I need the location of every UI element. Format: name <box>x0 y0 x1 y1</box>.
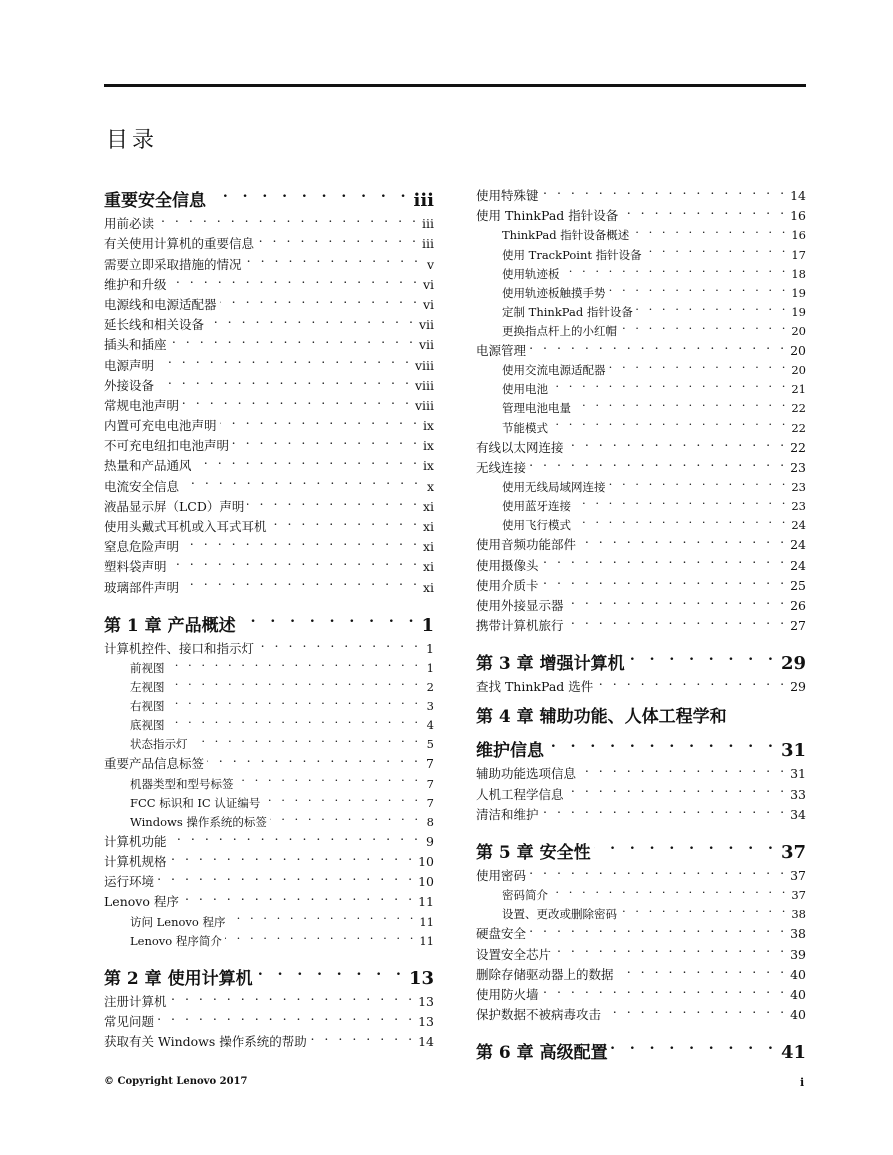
dot-leader <box>182 531 420 551</box>
dot-leader <box>636 297 788 316</box>
toc-page-number: 37 <box>791 888 806 903</box>
toc-page-number: xi <box>422 559 434 575</box>
dot-leader <box>157 370 412 390</box>
toc-page-number: 14 <box>418 1034 434 1050</box>
toc-entry-label: 左视图 <box>130 679 165 694</box>
dot-leader <box>554 938 787 958</box>
toc-page-number: 18 <box>791 266 806 281</box>
page-number: i <box>800 1076 805 1089</box>
dot-leader <box>209 180 410 206</box>
dot-leader <box>245 248 421 268</box>
toc-entry-label: 有关使用计算机的重要信息 <box>104 236 255 252</box>
dot-leader <box>628 643 778 669</box>
toc-entry-label: 使用轨迹板触摸手势 <box>502 285 606 300</box>
toc-entry-label: 删除存储驱动器上的数据 <box>476 966 614 982</box>
toc-page-number: 37 <box>790 868 806 884</box>
dot-leader <box>609 278 789 297</box>
dot-leader <box>270 511 420 531</box>
toc-entry-label: ThinkPad 指针设备概述 <box>502 228 630 243</box>
dot-leader <box>609 472 789 491</box>
toc-entry-label: 使用特殊键 <box>476 188 539 204</box>
toc-page-number: viii <box>414 377 434 393</box>
copyright-notice: © Copyright Lenovo 2017 <box>104 1076 248 1087</box>
toc-entry-label: 状态指示灯 <box>130 737 188 752</box>
toc-page-number: 7 <box>426 756 434 772</box>
toc-page-number: 31 <box>780 740 806 762</box>
page-title: 目录 <box>106 128 159 153</box>
toc-entry-label: 使用防火墙 <box>476 986 539 1002</box>
toc-entry-label: Lenovo 程序简介 <box>130 933 222 948</box>
dot-leader <box>574 393 788 412</box>
toc-entry-label: 定制 ThinkPad 指针设备 <box>502 304 633 319</box>
dot-leader <box>170 269 420 289</box>
toc-entry-label: 运行环境 <box>104 874 155 890</box>
dot-leader <box>567 610 788 630</box>
toc-entry-label: 使用头戴式耳机或入耳式耳机 <box>104 519 267 535</box>
toc-entry-label: 获取有关 Windows 操作系统的帮助 <box>104 1034 307 1050</box>
toc-page-number: 1 <box>426 640 434 656</box>
toc-entry-label: 使用外接显示器 <box>476 597 564 613</box>
dot-leader <box>542 570 788 590</box>
dot-leader <box>604 999 787 1019</box>
toc-page-number: 7 <box>426 776 434 791</box>
toc-entry-label: 机器类型和型号标签 <box>130 776 234 791</box>
toc-page-number: xi <box>422 498 434 514</box>
toc-entry-label: 设置、更改或删除密码 <box>502 907 617 922</box>
dot-leader <box>632 220 788 239</box>
toc-page-number: 29 <box>780 653 806 675</box>
toc-page-number: 22 <box>791 420 806 435</box>
toc-page-number: 11 <box>419 933 434 948</box>
toc-entry-label: 前视图 <box>130 660 165 675</box>
toc-page-number: vii <box>418 337 434 353</box>
dot-leader <box>247 491 420 511</box>
toc-entry-label: 保护数据不被病毒攻击 <box>476 1007 602 1023</box>
toc-entry-label: 查找 ThinkPad 选件 <box>476 679 594 695</box>
toc-page-number: 20 <box>791 363 806 378</box>
toc-entry-label: 第 6 章 高级配置 <box>476 1043 608 1064</box>
toc-page-number: 19 <box>791 285 806 300</box>
dot-leader <box>579 529 787 549</box>
toc-page-number: 4 <box>426 718 434 733</box>
toc-entry-label: 窒息危险声明 <box>104 539 180 555</box>
toc-page-number: 41 <box>780 1042 806 1064</box>
dot-leader <box>182 390 412 410</box>
dot-leader <box>168 691 422 710</box>
toc-page-number: x <box>426 478 434 494</box>
dot-leader <box>207 309 416 329</box>
toc-page-number: 23 <box>790 459 806 475</box>
toc-page-number: 10 <box>418 854 434 870</box>
toc-page-number: 1 <box>421 614 434 636</box>
toc-page-number: 17 <box>791 247 806 262</box>
dot-leader <box>182 470 421 490</box>
toc-entry-label: 电源声明 <box>104 357 155 373</box>
toc-entry-label: 底视图 <box>130 718 165 733</box>
toc-entry-label: FCC 标识和 IC 认证编号 <box>130 795 261 810</box>
toc-entry-label: 需要立即采取措施的情况 <box>104 256 242 272</box>
dot-leader <box>168 710 422 729</box>
toc-entry-label: 无线连接 <box>476 459 527 475</box>
toc-entry[interactable] <box>476 180 806 204</box>
toc-entry-label: 第 5 章 安全性 <box>476 842 591 863</box>
toc-page-number: viii <box>414 397 434 413</box>
dot-leader <box>579 758 787 778</box>
toc-entry-label: 电流安全信息 <box>104 478 180 494</box>
toc-page-number: 40 <box>790 986 806 1002</box>
dot-leader <box>594 832 778 858</box>
toc-chapter-heading[interactable] <box>476 704 806 730</box>
toc-right-column <box>476 180 806 1064</box>
toc-page-number: iii <box>413 190 434 211</box>
toc-entry-label: 维护信息 <box>476 741 544 762</box>
toc-entry-label: 使用密码 <box>476 868 527 884</box>
toc-page-number: 11 <box>419 914 434 929</box>
toc-chapter-entry[interactable] <box>104 605 434 636</box>
toc-entry-label: 使用飞行模式 <box>502 518 571 533</box>
toc-entry-label: 有线以太网连接 <box>476 439 564 455</box>
dot-leader <box>620 899 788 918</box>
toc-entry-label: 密码简介 <box>502 888 548 903</box>
top-rule <box>104 84 806 87</box>
dot-leader <box>182 571 420 591</box>
toc-page-number: 20 <box>791 323 806 338</box>
toc-page-number: 38 <box>790 926 806 942</box>
toc-page-number: 10 <box>418 874 434 890</box>
toc-chapter-entry[interactable] <box>476 643 806 675</box>
dot-leader <box>609 355 789 374</box>
toc-entry-label: 使用轨迹板 <box>502 266 560 281</box>
dot-leader <box>170 986 416 1006</box>
toc-entry-label: 计算机功能 <box>104 833 167 849</box>
toc-page-number: 2 <box>426 679 434 694</box>
dot-leader <box>220 410 420 430</box>
toc-page-number: 25 <box>790 577 806 593</box>
dot-leader <box>257 228 419 248</box>
toc-entry-label: 携带计算机旅行 <box>476 618 564 634</box>
dot-leader <box>551 880 788 899</box>
toc-page-number: viii <box>414 357 434 373</box>
toc-entry-label: 右视图 <box>130 699 165 714</box>
dot-leader <box>542 799 788 819</box>
toc-page-number: 5 <box>426 737 434 752</box>
toc-page-number: 37 <box>780 841 806 863</box>
toc-entry-label: 第 3 章 增强计算机 <box>476 654 625 675</box>
dot-leader <box>529 452 787 472</box>
toc-page-number: 38 <box>791 907 806 922</box>
toc-entry-label: 清洁和维护 <box>476 806 539 822</box>
toc-entry-label: 使用交流电源适配器 <box>502 363 606 378</box>
toc-page-number: 13 <box>418 1014 434 1030</box>
toc-page-number: 24 <box>790 557 806 573</box>
toc-entry-label: 不可充电纽扣电池声明 <box>104 438 230 454</box>
dot-leader <box>239 605 419 631</box>
dot-leader <box>567 590 788 610</box>
toc-entry-label: 计算机规格 <box>104 854 167 870</box>
toc-entry-label: 重要产品信息标签 <box>104 756 205 772</box>
toc-entry-label: Windows 操作系统的标签 <box>130 814 267 829</box>
dot-leader <box>232 430 420 450</box>
dot-leader <box>574 510 788 529</box>
dot-leader <box>542 979 788 999</box>
toc-page-number: 14 <box>790 188 806 204</box>
toc-chapter-entry[interactable] <box>104 180 434 211</box>
toc-entry-label: 延长线和相关设备 <box>104 317 205 333</box>
dot-leader <box>207 748 421 768</box>
toc-page-number: 20 <box>790 343 806 359</box>
dot-leader <box>611 1032 778 1058</box>
toc-page-number: 34 <box>790 806 806 822</box>
toc-entry-label: 注册计算机 <box>104 993 167 1009</box>
dot-leader <box>170 846 416 866</box>
toc-entry-label: 第 2 章 使用计算机 <box>104 968 253 989</box>
toc-page-number: vi <box>422 276 434 292</box>
toc-entry-label: 辅助功能选项信息 <box>476 766 577 782</box>
toc-entry-label: 使用 TrackPoint 指针设备 <box>502 247 642 262</box>
toc-page-number: 1 <box>426 660 434 675</box>
toc-entry-label: 插头和插座 <box>104 337 167 353</box>
dot-leader <box>567 778 788 798</box>
toc-chapter-entry[interactable] <box>476 1032 806 1064</box>
toc-page-number: 9 <box>426 833 434 849</box>
toc-page-number: 3 <box>426 699 434 714</box>
toc-page-number: 23 <box>791 479 806 494</box>
toc-page-number: ix <box>422 458 434 474</box>
toc-entry-label: 更换指点杆上的小红帽 <box>502 323 617 338</box>
dot-leader <box>157 1006 415 1026</box>
toc-page-number: 16 <box>790 208 806 224</box>
dot-leader <box>551 412 788 431</box>
dot-leader <box>596 671 787 691</box>
toc-page-number: 39 <box>790 946 806 962</box>
dot-leader <box>645 239 789 258</box>
toc-entry-label: 常规电池声明 <box>104 397 180 413</box>
toc-entry-label: 电源线和电源适配器 <box>104 296 217 312</box>
toc-chapter-entry[interactable] <box>476 730 806 762</box>
toc-page-number: 13 <box>418 993 434 1009</box>
dot-leader <box>157 208 419 228</box>
dot-leader <box>270 807 421 826</box>
toc-entry-label: 内置可充电电池声明 <box>104 418 217 434</box>
dot-leader <box>529 918 787 938</box>
dot-leader <box>170 551 420 571</box>
toc-entry-label: 第 1 章 产品概述 <box>104 615 236 636</box>
toc-page-number: iii <box>422 216 434 232</box>
toc-page-number: vi <box>422 296 434 312</box>
toc-page-number: 27 <box>790 618 806 634</box>
dot-leader <box>168 672 422 691</box>
dot-leader <box>170 826 421 846</box>
dot-leader <box>567 432 788 452</box>
toc-page-number: 24 <box>791 518 806 533</box>
toc-entry-label: 管理电池电量 <box>502 401 571 416</box>
toc-page-number: 19 <box>791 304 806 319</box>
toc-entry-label: 用前必读 <box>104 216 155 232</box>
toc-entry-label: 设置安全芯片 <box>476 946 552 962</box>
toc-entry-label: 使用音频功能部件 <box>476 537 577 553</box>
toc-page-number: xi <box>422 579 434 595</box>
toc-entry-label: 人机工程学信息 <box>476 786 564 802</box>
toc-entry-label: 重要安全信息 <box>104 191 206 211</box>
toc-entry-label: 计算机控件、接口和指示灯 <box>104 640 255 656</box>
dot-leader <box>170 329 416 349</box>
dot-leader <box>542 180 788 200</box>
toc-page-number: 24 <box>790 537 806 553</box>
toc-entry-label: 维护和升级 <box>104 276 167 292</box>
toc-page-number: ix <box>422 418 434 434</box>
dot-leader <box>263 788 421 807</box>
toc-page-number: vii <box>418 317 434 333</box>
toc-page-number: 11 <box>418 894 434 910</box>
toc-entry-label: 使用无线局域网连接 <box>502 479 606 494</box>
toc-page-number: 16 <box>791 228 806 243</box>
toc-page-number: 8 <box>426 814 434 829</box>
dot-leader <box>257 633 421 653</box>
toc-page-number: 29 <box>790 679 806 695</box>
toc-page-number: 22 <box>791 401 806 416</box>
dot-leader <box>551 374 788 393</box>
toc-entry-label: 使用介质卡 <box>476 577 539 593</box>
toc-page-number: iii <box>422 236 434 252</box>
toc-page-number: 22 <box>790 439 806 455</box>
toc-entry-label: Lenovo 程序 <box>104 894 179 910</box>
toc-page-number: xi <box>422 519 434 535</box>
toc-entry-label: 玻璃部件声明 <box>104 579 180 595</box>
toc-entry-label: 使用蓝牙连接 <box>502 499 571 514</box>
toc-page-number: v <box>426 256 434 272</box>
dot-leader <box>225 926 417 945</box>
toc-entry-label: 电源管理 <box>476 343 527 359</box>
dot-leader <box>563 259 789 278</box>
dot-leader <box>157 349 412 369</box>
dot-leader <box>220 289 420 309</box>
toc-entry-label: 使用电池 <box>502 382 548 397</box>
dot-leader <box>195 450 420 470</box>
dot-leader <box>529 860 787 880</box>
dot-leader <box>621 200 787 220</box>
toc-entry-label: 使用摄像头 <box>476 557 539 573</box>
dot-leader <box>620 316 788 335</box>
dot-leader <box>157 866 415 886</box>
toc-page-number: ix <box>422 438 434 454</box>
toc-entry-label: 外接设备 <box>104 377 155 393</box>
toc-page-number: 33 <box>790 786 806 802</box>
dot-leader <box>168 653 422 672</box>
dot-leader <box>574 491 788 510</box>
toc-page-number: 31 <box>790 766 806 782</box>
toc-page-number: 40 <box>790 1007 806 1023</box>
toc-page-number: 26 <box>790 597 806 613</box>
toc-chapter-entry[interactable] <box>104 958 434 989</box>
toc-page-number: xi <box>422 539 434 555</box>
dot-leader <box>182 886 415 906</box>
toc-entry-label: 使用 ThinkPad 指针设备 <box>476 208 619 224</box>
toc-entry-label: 节能模式 <box>502 420 548 435</box>
toc-entry-label: 第 4 章 辅助功能、人体工程学和 <box>476 707 727 728</box>
dot-leader <box>310 1026 415 1046</box>
toc-chapter-entry[interactable] <box>476 832 806 863</box>
toc-page-number: 7 <box>426 795 434 810</box>
toc-page-number: 21 <box>791 382 806 397</box>
toc-entry-label: 访问 Lenovo 程序 <box>130 914 226 929</box>
dot-leader <box>547 730 778 756</box>
toc-page-number: 40 <box>790 966 806 982</box>
dot-leader <box>256 958 406 984</box>
toc-entry-label: 常见问题 <box>104 1014 155 1030</box>
dot-leader <box>529 335 787 355</box>
toc-page-number: 13 <box>408 967 434 989</box>
dot-leader <box>617 959 788 979</box>
dot-leader <box>237 768 422 787</box>
dot-leader <box>229 906 417 925</box>
dot-leader <box>542 549 788 569</box>
toc-entry-label: 塑料袋声明 <box>104 559 167 575</box>
toc-entry-label: 硬盘安全 <box>476 926 527 942</box>
toc-left-column <box>104 180 434 1050</box>
dot-leader <box>191 729 422 748</box>
toc-entry-label: 液晶显示屏（LCD）声明 <box>104 498 245 514</box>
toc-page-number: 23 <box>791 499 806 514</box>
toc-entry-label: 热量和产品通风 <box>104 458 192 474</box>
